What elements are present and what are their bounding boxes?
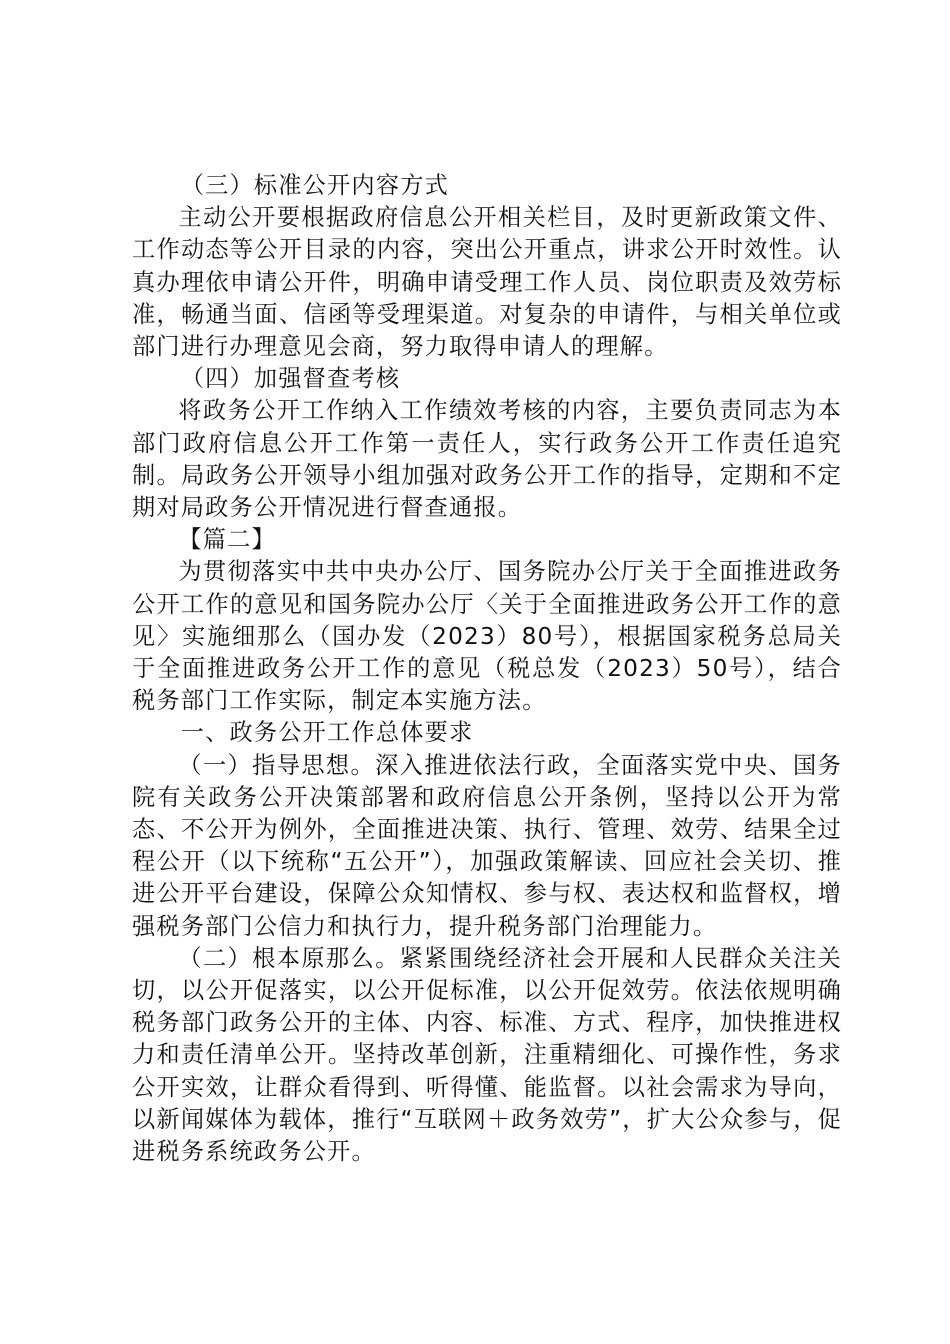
paragraph-guiding-ideology: （一）指导思想。深入推进依法行政，全面落实党中央、国务院有关政务公开决策部署和政府信息公开条例，坚持以公开为常态、不公开为例外，全面推进决策、执行、管理、效劳、结果全过程公开（以下统称“五公开”），加强政策解读、回应社会关切、推进公开平台建设，保障公众知情权、参与权、表达权和监督权，增强税务部门公信力和执行力，提升税务部门治理能力。 (132, 751, 842, 940)
subheading-standard-disclosure: （三）标准公开内容方式 (180, 172, 449, 199)
paragraph-active-disclosure: 主动公开要根据政府信息公开相关栏目，及时更新政策文件、工作动态等公开目录的内容，突出公开重点，讲求公开时效性。认真办理依申请公开件，明确申请受理工作人员、岗位职责及效劳标准，畅通当面、信函等受理渠道。对复杂的申请件，与相关单位或部门进行办理意见会商，努力取得申请人的理解。 (132, 204, 842, 361)
document-page (132, 170, 842, 1168)
paragraph-performance-assessment: 将政务公开工作纳入工作绩效考核的内容，主要负责同志为本部门政府信息公开工作第一责任人，实行政务公开工作责任追究制。局政务公开领导小组加强对政务公开工作的指导，定期和不定期对局政务公开情况进行督查通报。 (132, 397, 842, 522)
paragraph-basic-principles: （二）根本原那么。紧紧围绕经济社会开展和人民群众关注关切，以公开促落实，以公开促标准，以公开促效劳。依法依规明确税务部门政务公开的主体、内容、标准、方式、程序，加快推进权力和责任清单公开。坚持改革创新，注重精细化、可操作性，务求公开实效，让群众看得到、听得懂、能监督。以社会需求为导向，以新闻媒体为载体，推行“互联网＋政务效劳”，扩大公众参与，促进税务系统政务公开。 (132, 944, 842, 1166)
heading-general-requirements: 一、政务公开工作总体要求 (180, 719, 474, 747)
paragraph-implementation-intro: 为贯彻落实中共中央办公厅、国务院办公厅关于全面推进政务公开工作的意见和国务院办公厅〈关于全面推进政务公开工作的意见〉实施细那么（国办发（2023）80号），根据国家税务总局关于全面推进政务公开工作的意见（税总发（2023）50号），结合税务部门工作实际，制定本实施方法。 (132, 558, 842, 715)
section-title-part-two: 【篇二】 (178, 526, 276, 554)
subheading-supervision: （四）加强督查考核 (180, 365, 401, 393)
